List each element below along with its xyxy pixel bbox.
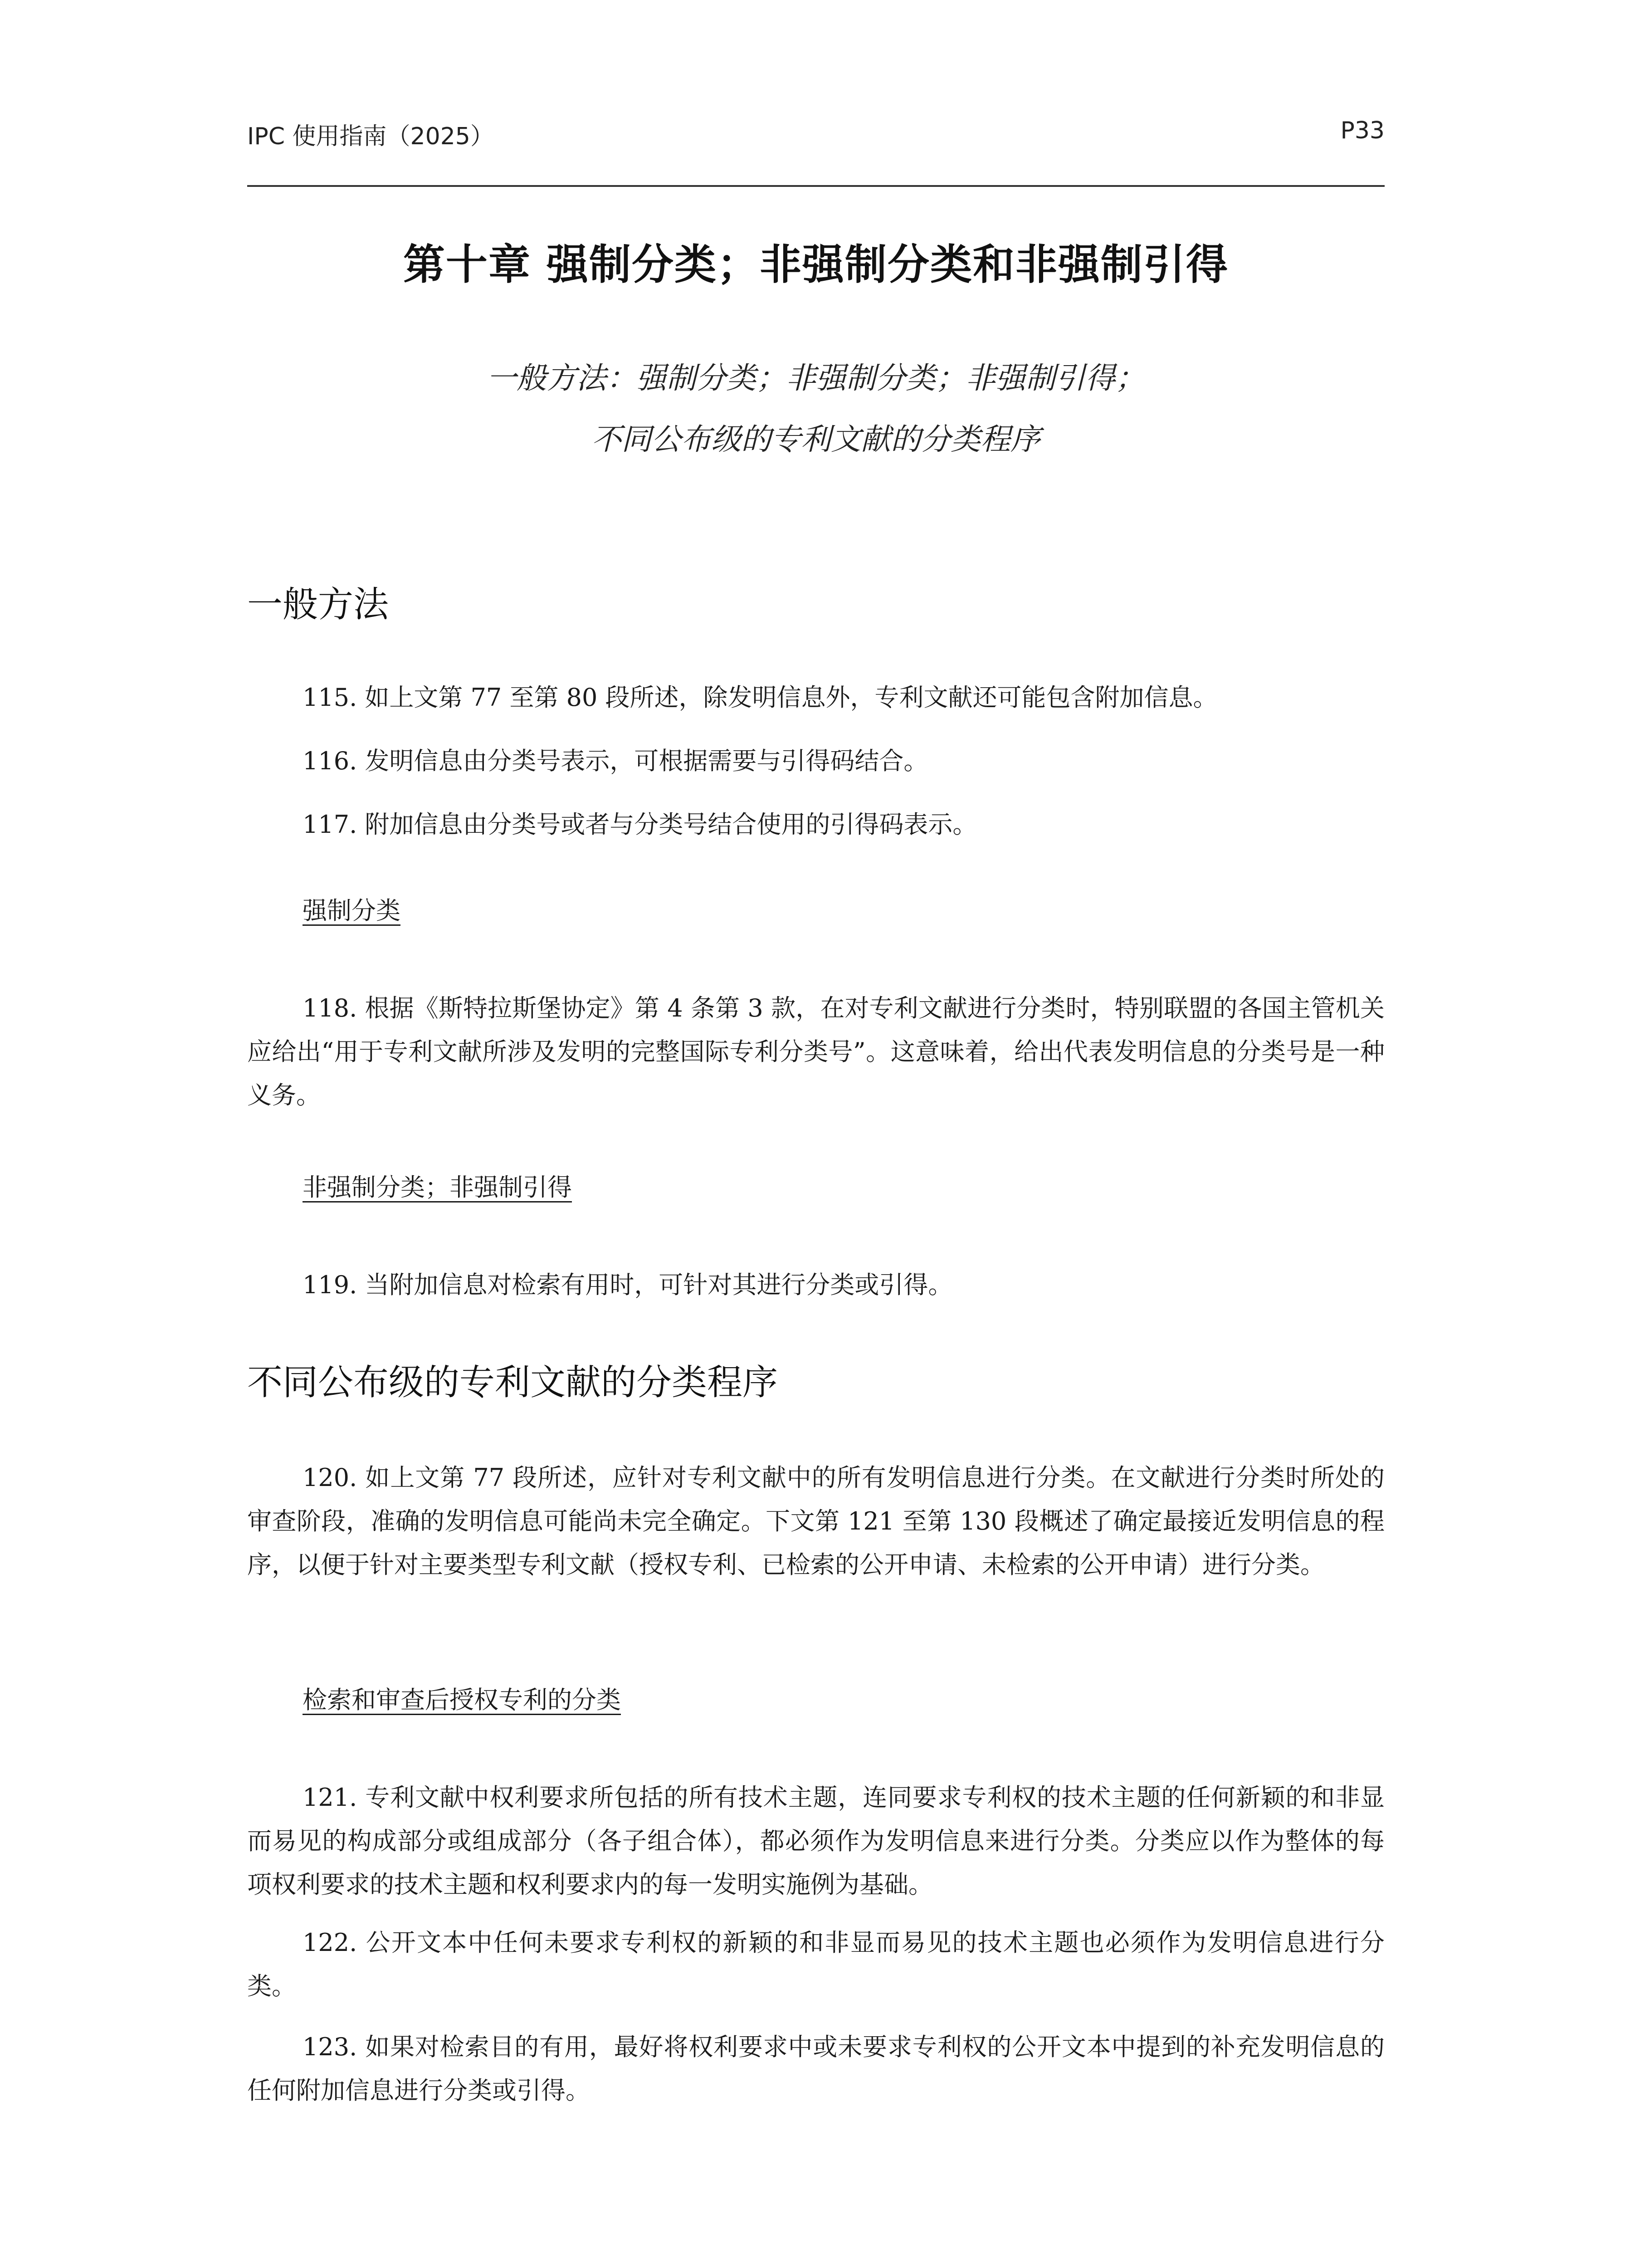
chapter-title: 第十章 强制分类；非强制分类和非强制引得 <box>403 240 1229 289</box>
paragraph-116: 116. 发明信息由分类号表示，可根据需要与引得码结合。 <box>303 747 928 775</box>
section-heading-general-method: 一般方法 <box>247 584 389 625</box>
paragraph-123: 123. 如果对检索目的有用，最好将权利要求中或未要求专利权的公开文本中提到的补充发明信息的任何附加信息进行分类或引得。 <box>247 2033 1385 2105</box>
paragraph-119: 119. 当附加信息对检索有用时，可针对其进行分类或引得。 <box>303 1271 953 1299</box>
chapter-subtitle-line-2: 不同公布级的专利文献的分类程序 <box>591 422 1040 457</box>
header-title: IPC 使用指南（2025） <box>247 123 494 150</box>
paragraph-122: 122. 公开文本中任何未要求专利权的新颖的和非显而易见的技术主题也必须作为发明信息进行分类。 <box>247 1928 1385 2000</box>
section-heading-classification-procedure: 不同公布级的专利文献的分类程序 <box>247 1362 778 1403</box>
paragraph-121: 121. 专利文献中权利要求所包括的所有技术主题，连同要求专利权的技术主题的任何新颖的和非显而易见的构成部分或组成部分（各子组合体），都必须作为发明信息来进行分类。分类应以作为整体的每项权利要求的技术主题和权利要求内的每一发明实施例为基础。 <box>247 1783 1385 1899</box>
page-header <box>247 117 1385 153</box>
page-number: P33 <box>1340 117 1385 144</box>
subheading-non-mandatory: 非强制分类；非强制引得 <box>303 1173 572 1202</box>
subheading-mandatory-classification: 强制分类 <box>303 896 400 925</box>
paragraph-118: 118. 根据《斯特拉斯堡协定》第 4 条第 3 款，在对专利文献进行分类时，特别联盟的各国主管机关应给出“用于专利文献所涉及发明的完整国际专利分类号”。这意味着，给出代表发明信息的分类号是一种义务。 <box>247 994 1385 1110</box>
header-divider <box>247 185 1385 187</box>
document-page <box>247 0 1385 2268</box>
paragraph-120: 120. 如上文第 77 段所述，应针对专利文献中的所有发明信息进行分类。在文献进行分类时所处的审查阶段，准确的发明信息可能尚未完全确定。下文第 121 至第 130 段概述了确定最接近发明信息的程序，以便于针对主要类型专利文献（授权专利、已检索的公开申请、未检索的公开申请）进行分类。 <box>247 1463 1385 1579</box>
subheading-granted-patents: 检索和审查后授权专利的分类 <box>303 1686 621 1714</box>
chapter-subtitle-line-1: 一般方法：强制分类；非强制分类；非强制引得； <box>487 361 1145 396</box>
paragraph-115: 115. 如上文第 77 至第 80 段所述，除发明信息外，专利文献还可能包含附加信息。 <box>303 683 1218 712</box>
paragraph-117: 117. 附加信息由分类号或者与分类号结合使用的引得码表示。 <box>303 810 977 839</box>
